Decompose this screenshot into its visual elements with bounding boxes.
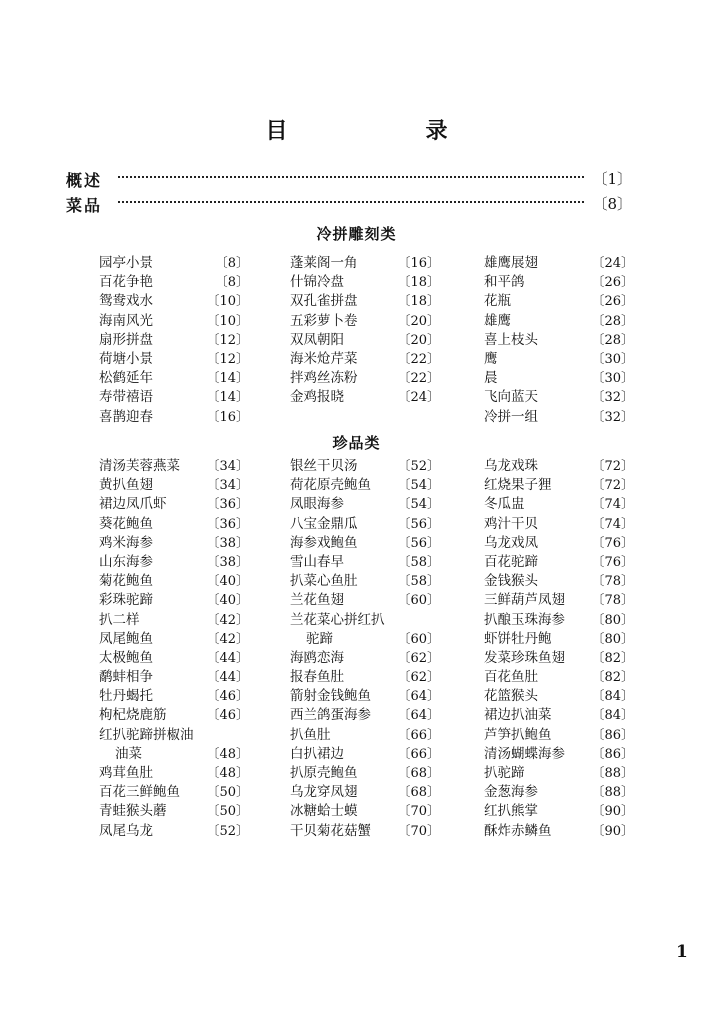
dish-name: 扒鱼肚: [290, 726, 331, 743]
dish-name: 芦笋扒鲍鱼: [484, 726, 552, 743]
dish-name: 扒二样: [99, 611, 140, 628]
section-title-cold: 冷拼雕刻类: [316, 225, 397, 243]
toc-entry[interactable]: [99, 745, 249, 764]
dish-name: 八宝金鼎瓜: [290, 515, 358, 532]
toc-entry[interactable]: [484, 495, 634, 514]
dish-name: 红烧果子狸: [484, 477, 552, 494]
page-ref: 〔24〕: [397, 390, 440, 406]
toc-entry[interactable]: [290, 611, 440, 630]
toc-entry[interactable]: [484, 388, 634, 407]
dish-name: 箭射金钱鲍鱼: [290, 688, 371, 705]
toc-entry[interactable]: [290, 534, 440, 553]
dish-name: 雄鹰展翅: [484, 255, 538, 271]
toc-entry[interactable]: [99, 350, 249, 369]
page-ref: 〔38〕: [206, 554, 249, 570]
dish-name: 扒酿玉珠海参: [484, 611, 565, 628]
page-ref: 〔74〕: [591, 497, 634, 513]
dish-name: 金葱海参: [484, 784, 538, 801]
dish-name: 枸杞烧鹿筋: [99, 707, 167, 724]
toc-entry[interactable]: [99, 802, 249, 821]
toc-entry[interactable]: [99, 572, 249, 591]
toc-entry[interactable]: [99, 408, 249, 427]
toc-entry[interactable]: [290, 369, 440, 388]
page-ref: 〔18〕: [397, 294, 440, 310]
toc-entry[interactable]: [484, 408, 634, 427]
page-ref: 〔42〕: [206, 612, 249, 628]
page-ref: 〔60〕: [397, 631, 440, 647]
page-ref: 〔14〕: [206, 371, 249, 387]
dish-name: 百花鱼肚: [484, 669, 538, 686]
toc-entry[interactable]: [290, 457, 440, 476]
dish-name: 酥炸赤鳞鱼: [484, 822, 552, 839]
page-number: 1: [676, 942, 688, 962]
page-ref: 〔62〕: [397, 650, 440, 666]
toc-entry[interactable]: [484, 726, 634, 745]
toc-entry[interactable]: [290, 273, 440, 292]
toc-entry[interactable]: [290, 745, 440, 764]
toc-entry[interactable]: [290, 687, 440, 706]
dish-name: 蓬莱阁一角: [290, 255, 358, 271]
page-ref: 〔82〕: [591, 670, 634, 686]
dish-name: 虾饼牡丹鲍: [484, 630, 552, 647]
toc-entry[interactable]: [99, 312, 249, 331]
dish-name: 荷塘小景: [99, 350, 153, 367]
page-ref: 〔70〕: [397, 804, 440, 820]
dish-name: 乌龙戏珠: [484, 458, 538, 474]
dish-name: 三鲜葫芦凤翅: [484, 592, 565, 609]
dish-name: 黄扒鱼翅: [99, 477, 153, 494]
toc-page: 〔1〕: [592, 170, 632, 188]
dish-name: 花篮猴头: [484, 688, 538, 705]
toc-entry[interactable]: [290, 649, 440, 668]
toc-entry[interactable]: [484, 457, 634, 476]
page-ref: 〔14〕: [206, 390, 249, 406]
toc-label: 概述: [66, 171, 103, 190]
dish-name: 扒原壳鲍鱼: [290, 765, 358, 781]
page-ref: 〔82〕: [591, 650, 634, 666]
dish-name: 银丝干贝汤: [290, 458, 358, 474]
leader-dots: [118, 176, 584, 178]
dish-name: 金钱猴头: [484, 573, 538, 590]
page-ref: 〔8〕: [214, 275, 249, 291]
toc-entry[interactable]: [290, 350, 440, 369]
page-ref: 〔86〕: [591, 746, 634, 762]
toc-entry[interactable]: [99, 369, 249, 388]
toc-entry[interactable]: [99, 534, 249, 553]
page-ref: 〔84〕: [591, 708, 634, 724]
leader-dots: [118, 201, 584, 203]
page-ref: 〔90〕: [591, 804, 634, 820]
dish-name: 裙边扒油菜: [484, 707, 552, 724]
toc-column: [290, 254, 440, 408]
toc-entry[interactable]: [484, 802, 634, 821]
page-ref: 〔30〕: [591, 351, 634, 367]
toc-entry[interactable]: [290, 630, 440, 649]
page-ref: 〔72〕: [591, 478, 634, 494]
dish-name: 和平鸽: [484, 274, 525, 291]
dish-name: 菊花鲍鱼: [99, 573, 153, 590]
page-ref: 〔68〕: [397, 785, 440, 801]
toc-entry[interactable]: [290, 495, 440, 514]
toc-entry[interactable]: [99, 764, 249, 783]
toc-entry[interactable]: [484, 668, 634, 687]
page-ref: 〔12〕: [206, 351, 249, 367]
dish-name: 油菜: [115, 745, 142, 762]
toc-entry[interactable]: [99, 457, 249, 476]
dish-name: 扒驼蹄: [484, 765, 525, 781]
page-ref: 〔86〕: [591, 727, 634, 743]
toc-entry[interactable]: [484, 476, 634, 495]
dish-name: 海鸥恋海: [290, 649, 344, 666]
dish-name: 葵花鲍鱼: [99, 515, 153, 532]
dish-name: 乌龙穿凤翅: [290, 784, 358, 801]
page-ref: 〔46〕: [206, 689, 249, 705]
dish-name: 发菜珍珠鱼翅: [484, 649, 565, 666]
dish-name: 百花驼蹄: [484, 553, 538, 570]
toc-entry[interactable]: [484, 783, 634, 802]
toc-entry[interactable]: [99, 495, 249, 514]
dish-name: 鸡汁干贝: [484, 515, 538, 532]
page-ref: 〔64〕: [397, 689, 440, 705]
page-ref: 〔50〕: [206, 785, 249, 801]
toc-entry[interactable]: [484, 534, 634, 553]
dish-name: 园亭小景: [99, 255, 153, 271]
dish-name: 百花三鲜鲍鱼: [99, 784, 180, 801]
toc-label: 菜品: [66, 196, 103, 215]
dish-name: 拌鸡丝冻粉: [290, 370, 358, 387]
dish-name: 冷拼一组: [484, 408, 538, 425]
toc-entry[interactable]: [99, 254, 249, 273]
toc-entry[interactable]: [290, 572, 440, 591]
page-ref: 〔10〕: [206, 313, 249, 329]
toc-entry[interactable]: [99, 611, 249, 630]
page-ref: 〔64〕: [397, 708, 440, 724]
page-ref: 〔56〕: [397, 516, 440, 532]
page-ref: 〔72〕: [591, 459, 634, 474]
dish-name: 扇形拼盘: [99, 331, 153, 348]
page-ref: 〔32〕: [591, 390, 634, 406]
page-ref: 〔70〕: [397, 823, 440, 839]
page-ref: 〔40〕: [206, 574, 249, 590]
toc-entry[interactable]: [99, 331, 249, 350]
toc-entry[interactable]: [290, 764, 440, 783]
toc-entry[interactable]: [99, 630, 249, 649]
page-ref: 〔16〕: [397, 256, 440, 271]
page-ref: 〔46〕: [206, 708, 249, 724]
page-ref: 〔66〕: [397, 727, 440, 743]
dish-name: 飞向蓝天: [484, 389, 538, 406]
page-ref: 〔40〕: [206, 593, 249, 609]
toc-column: [290, 457, 440, 841]
dish-name: 喜上枝头: [484, 331, 538, 348]
dish-name: 扒菜心鱼肚: [290, 573, 358, 590]
page-ref: 〔56〕: [397, 535, 440, 551]
dish-name: 金鸡报晓: [290, 389, 344, 406]
page-title: 目 录: [265, 119, 506, 144]
toc-column: [484, 457, 634, 841]
toc-entry[interactable]: [484, 630, 634, 649]
dish-name: 荷花原壳鲍鱼: [290, 477, 371, 494]
page-ref: 〔38〕: [206, 535, 249, 551]
dish-name: 双凤朝阳: [290, 331, 344, 348]
dish-name: 晨: [484, 370, 498, 387]
dish-name: 裙边凤爪虾: [99, 496, 167, 513]
toc-entry[interactable]: [290, 802, 440, 821]
dish-name: 白扒裙边: [290, 745, 344, 762]
page-ref: 〔84〕: [591, 689, 634, 705]
page-ref: 〔22〕: [397, 351, 440, 367]
toc-entry[interactable]: [99, 388, 249, 407]
dish-name: 寿带禧语: [99, 389, 153, 406]
page-ref: 〔52〕: [206, 823, 249, 839]
page-ref: 〔24〕: [591, 256, 634, 271]
page-ref: 〔58〕: [397, 554, 440, 570]
dish-name: 驼蹄: [306, 630, 333, 647]
dish-name: 五彩萝卜卷: [290, 312, 358, 329]
dish-name: 海南风光: [99, 312, 153, 329]
page-ref: 〔60〕: [397, 593, 440, 609]
toc-entry[interactable]: [290, 822, 440, 841]
page-ref: 〔76〕: [591, 535, 634, 551]
toc-entry[interactable]: [99, 515, 249, 534]
toc-entry[interactable]: [99, 591, 249, 610]
page-ref: 〔54〕: [397, 478, 440, 494]
section-title-delicacy: 珍品类: [332, 434, 381, 452]
page-ref: 〔30〕: [591, 371, 634, 387]
toc-entry[interactable]: [484, 254, 634, 273]
page-ref: 〔50〕: [206, 804, 249, 820]
toc-entry[interactable]: [484, 273, 634, 292]
toc-entry[interactable]: [484, 553, 634, 572]
toc-entry[interactable]: [290, 783, 440, 802]
dish-name: 双孔雀拼盘: [290, 293, 358, 310]
dish-name: 喜鹊迎春: [99, 408, 153, 425]
dish-name: 凤眼海参: [290, 496, 344, 513]
toc-entry[interactable]: [290, 388, 440, 407]
page-ref: 〔26〕: [591, 275, 634, 291]
toc-entry[interactable]: [99, 726, 249, 745]
toc-entry[interactable]: [290, 668, 440, 687]
toc-entry[interactable]: [99, 553, 249, 572]
dish-name: 花瓶: [484, 293, 511, 310]
toc-entry[interactable]: [484, 764, 634, 783]
toc-entry[interactable]: [99, 687, 249, 706]
page-ref: 〔90〕: [591, 823, 634, 839]
toc-entry[interactable]: [484, 292, 634, 311]
toc-entry[interactable]: [484, 331, 634, 350]
dish-name: 牡丹蝎托: [99, 688, 153, 705]
toc-column: [484, 254, 634, 427]
toc-entry[interactable]: [290, 515, 440, 534]
toc-entry[interactable]: [290, 706, 440, 725]
toc-entry[interactable]: [484, 649, 634, 668]
toc-entry[interactable]: [484, 706, 634, 725]
toc-entry-overview[interactable]: [66, 168, 632, 190]
toc-entry[interactable]: [484, 591, 634, 610]
dish-name: 海参戏鲍鱼: [290, 534, 358, 551]
dish-name: 彩珠驼蹄: [99, 592, 153, 609]
page-ref: 〔42〕: [206, 631, 249, 647]
dish-name: 鸳鸯戏水: [99, 293, 153, 310]
toc-entry[interactable]: [484, 312, 634, 331]
toc-entry[interactable]: [99, 649, 249, 668]
toc-page: 〔8〕: [592, 195, 632, 213]
page-ref: 〔26〕: [591, 294, 634, 310]
toc-entry[interactable]: [484, 350, 634, 369]
page-ref: 〔28〕: [591, 332, 634, 348]
toc-entry[interactable]: [484, 687, 634, 706]
dish-name: 鹰: [484, 350, 498, 367]
page-ref: 〔34〕: [206, 478, 249, 494]
toc-entry[interactable]: [484, 515, 634, 534]
dish-name: 鸡米海参: [99, 534, 153, 551]
page-ref: 〔36〕: [206, 497, 249, 513]
page-ref: 〔28〕: [591, 313, 634, 329]
page-ref: 〔78〕: [591, 574, 634, 590]
page-ref: 〔12〕: [206, 332, 249, 348]
dish-name: 凤尾鲍鱼: [99, 630, 153, 647]
dish-name: 鹬蚌相争: [99, 669, 153, 686]
page-ref: 〔44〕: [206, 650, 249, 666]
dish-name: 雄鹰: [484, 312, 511, 329]
page-ref: 〔18〕: [397, 275, 440, 291]
toc-column: [99, 254, 249, 427]
toc-entry[interactable]: [99, 668, 249, 687]
dish-name: 干贝菊花菇蟹: [290, 822, 371, 839]
toc-entry[interactable]: [484, 745, 634, 764]
dish-name: 兰花鱼翅: [290, 592, 344, 609]
dish-name: 红扒驼蹄拼椒油: [99, 726, 194, 743]
dish-name: 太极鲍鱼: [99, 649, 153, 666]
dish-name: 报春鱼肚: [290, 669, 344, 686]
page-ref: 〔48〕: [206, 746, 249, 762]
dish-name: 清汤蝴蝶海参: [484, 745, 565, 762]
dish-name: 凤尾乌龙: [99, 822, 153, 839]
toc-entry[interactable]: [290, 591, 440, 610]
page-ref: 〔48〕: [206, 766, 249, 781]
page-ref: 〔80〕: [591, 612, 634, 628]
dish-name: 西兰鸽蛋海参: [290, 707, 371, 724]
toc-entry[interactable]: [99, 706, 249, 725]
toc-entry[interactable]: [290, 553, 440, 572]
toc-entry[interactable]: [290, 312, 440, 331]
toc-entry[interactable]: [484, 369, 634, 388]
page-ref: 〔78〕: [591, 593, 634, 609]
toc-entry[interactable]: [99, 273, 249, 292]
toc-entry[interactable]: [290, 254, 440, 273]
dish-name: 冬瓜盅: [484, 496, 525, 513]
page-ref: 〔76〕: [591, 554, 634, 570]
toc-entry[interactable]: [290, 476, 440, 495]
page-ref: 〔44〕: [206, 670, 249, 686]
page-ref: 〔80〕: [591, 631, 634, 647]
page-ref: 〔66〕: [397, 746, 440, 762]
toc-entry[interactable]: [290, 331, 440, 350]
dish-name: 红扒熊掌: [484, 803, 538, 820]
page-ref: 〔22〕: [397, 371, 440, 387]
dish-name: 雪山春早: [290, 553, 344, 570]
dish-name: 兰花菜心拼红扒: [290, 611, 385, 628]
toc-entry[interactable]: [484, 611, 634, 630]
dish-name: 百花争艳: [99, 274, 153, 291]
toc-entry[interactable]: [290, 726, 440, 745]
dish-name: 海米炝芹菜: [290, 350, 358, 367]
page-ref: 〔20〕: [397, 313, 440, 329]
page-ref: 〔62〕: [397, 670, 440, 686]
dish-name: 青蛙猴头蘑: [99, 803, 167, 820]
toc-column: [99, 457, 249, 841]
dish-name: 乌龙戏凤: [484, 534, 538, 551]
page-ref: 〔8〕: [214, 256, 249, 271]
dish-name: 冰糖蛤士蟆: [290, 803, 358, 820]
page-ref: 〔74〕: [591, 516, 634, 532]
dish-name: 山东海参: [99, 553, 153, 570]
page-ref: 〔68〕: [397, 766, 440, 781]
page-ref: 〔54〕: [397, 497, 440, 513]
toc-entry-dishes[interactable]: [66, 193, 632, 215]
page-ref: 〔10〕: [206, 294, 249, 310]
page-ref: 〔20〕: [397, 332, 440, 348]
page-ref: 〔32〕: [591, 409, 634, 425]
page-ref: 〔34〕: [206, 459, 249, 474]
toc-entry[interactable]: [99, 476, 249, 495]
toc-entry[interactable]: [484, 572, 634, 591]
dish-name: 什锦冷盘: [290, 274, 344, 291]
page-ref: 〔36〕: [206, 516, 249, 532]
toc-entry[interactable]: [99, 292, 249, 311]
toc-entry[interactable]: [99, 783, 249, 802]
page-ref: 〔88〕: [591, 785, 634, 801]
page-ref: 〔88〕: [591, 766, 634, 781]
page-ref: 〔58〕: [397, 574, 440, 590]
toc-entry[interactable]: [484, 822, 634, 841]
toc-entry[interactable]: [99, 822, 249, 841]
dish-name: 松鹤延年: [99, 370, 153, 387]
dish-name: 清汤芙蓉燕菜: [99, 458, 180, 474]
page-ref: 〔52〕: [397, 459, 440, 474]
dish-name: 鸡茸鱼肚: [99, 765, 153, 781]
page-ref: 〔16〕: [206, 409, 249, 425]
toc-entry[interactable]: [290, 292, 440, 311]
